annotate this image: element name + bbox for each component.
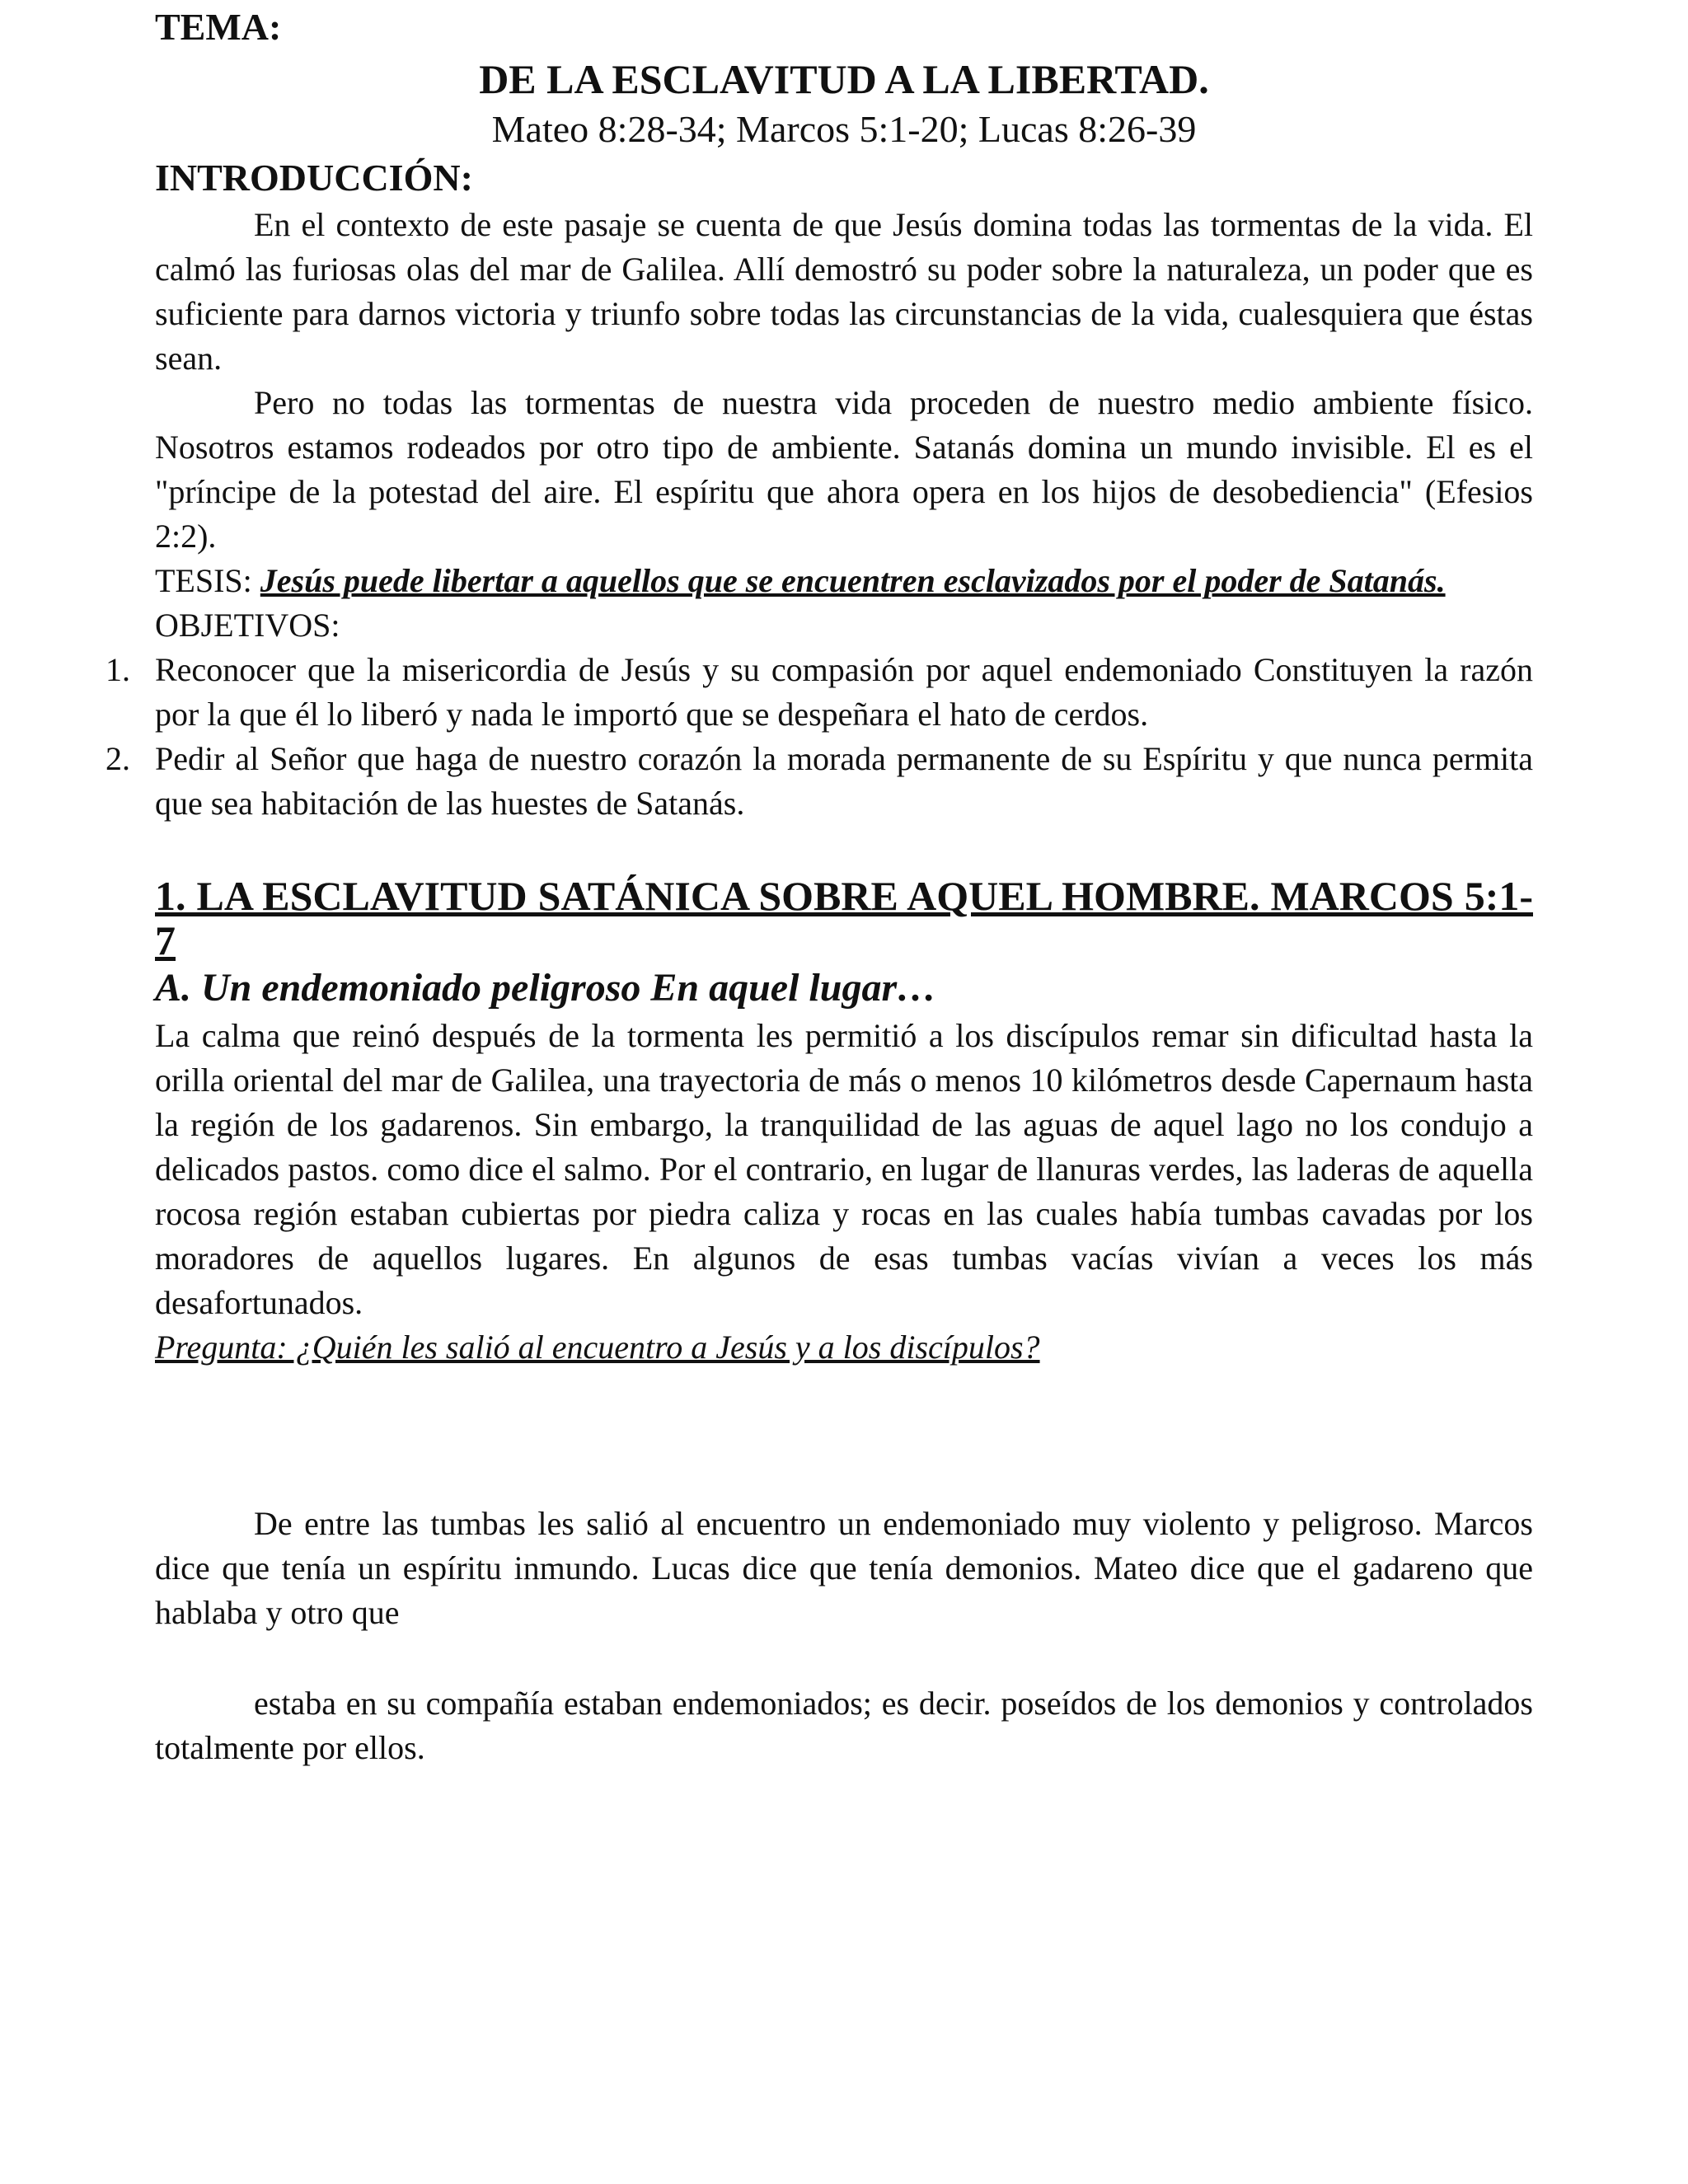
- section-1-heading: 1. LA ESCLAVITUD SATÁNICA SOBRE AQUEL HOMBRE. MARCOS 5:1-7: [155, 873, 1533, 963]
- blank-space: [155, 1635, 1533, 1681]
- document-page: [106, 0, 1533, 1770]
- intro-heading: INTRODUCCIÓN:: [155, 157, 473, 199]
- answer-paragraph-2: estaba en su compañía estaban endemoniados; es decir. poseídos de los demonios y controlados totalmente por ellos.: [155, 1685, 1533, 1766]
- tema-label: TEMA:: [155, 6, 282, 48]
- objetivos-list: [106, 648, 1533, 826]
- tesis-text: Jesús puede libertar a aquellos que se encuentren esclavizados por el poder de Satanás.: [260, 562, 1446, 599]
- blank-space: [155, 1370, 1533, 1502]
- list-text: Pedir al Señor que haga de nuestro corazón la morada permanente de su Espíritu y que nunca permita que sea habitación de las huestes de Satanás.: [155, 740, 1533, 822]
- tesis: [155, 559, 1533, 603]
- section-1-subheading: A. Un endemoniado peligroso En aquel lugar…: [155, 966, 937, 1010]
- tesis-label: TESIS:: [155, 562, 260, 599]
- objetivos-label: OBJETIVOS:: [155, 607, 340, 644]
- list-item: [106, 648, 1533, 737]
- pregunta: Pregunta: ¿Quién les salió al encuentro a Jesús y a los discípulos?: [155, 1329, 1040, 1366]
- intro-paragraph-2: Pero no todas las tormentas de nuestra vida proceden de nuestro medio ambiente físico. Nosotros estamos rodeados por otro tipo de ambiente. Satanás domina un mundo invisible. El es el "príncipe de la potestad del aire. El espíritu que ahora opera en los hijos de desobediencia" (Efesios 2:2).: [155, 384, 1533, 555]
- answer-paragraph-1: De entre las tumbas les salió al encuentro un endemoniado muy violento y peligroso. Marcos dice que tenía un espíritu inmundo. Lucas dice que tenía demonios. Mateo dice que el gadareno que hablaba y otro que: [155, 1505, 1533, 1631]
- intro-paragraph-1: En el contexto de este pasaje se cuenta de que Jesús domina todas las tormentas de la vida. El calmó las furiosas olas del mar de Galilea. Allí demostró su poder sobre la naturaleza, un poder que es suficiente para darnos victoria y triunfo sobre todas las circunstancias de la vida, cualesquiera que éstas sean.: [155, 206, 1533, 377]
- list-text: Reconocer que la misericordia de Jesús y su compasión por aquel endemoniado Constituyen la razón por la que él lo liberó y nada le importó que se despeñara el hato de cerdos.: [155, 651, 1533, 733]
- list-item: [106, 737, 1533, 826]
- list-number: 2.: [106, 740, 130, 777]
- section-1-paragraph: La calma que reinó después de la tormenta les permitió a los discípulos remar sin dificultad hasta la orilla oriental del mar de Galilea, una trayectoria de más o menos 10 kilómetros desde Capernaum hasta la región de los gadarenos. Sin embargo, la tranquilidad de las aguas de aquel lago no los condujo a delicados pastos. como dice el salmo. Por el contrario, en lugar de llanuras verdes, las laderas de aquella rocosa región estaban cubiertas por piedra caliza y rocas en las cuales había tumbas cavadas por los moradores de aquellos lugares. En algunos de esas tumbas vacías vivían a veces los más desafortunados.: [155, 1017, 1533, 1321]
- scripture-references: Mateo 8:28-34; Marcos 5:1-20; Lucas 8:26-39: [491, 108, 1197, 150]
- list-number: 1.: [106, 651, 130, 688]
- document-title: DE LA ESCLAVITUD A LA LIBERTAD.: [479, 56, 1209, 102]
